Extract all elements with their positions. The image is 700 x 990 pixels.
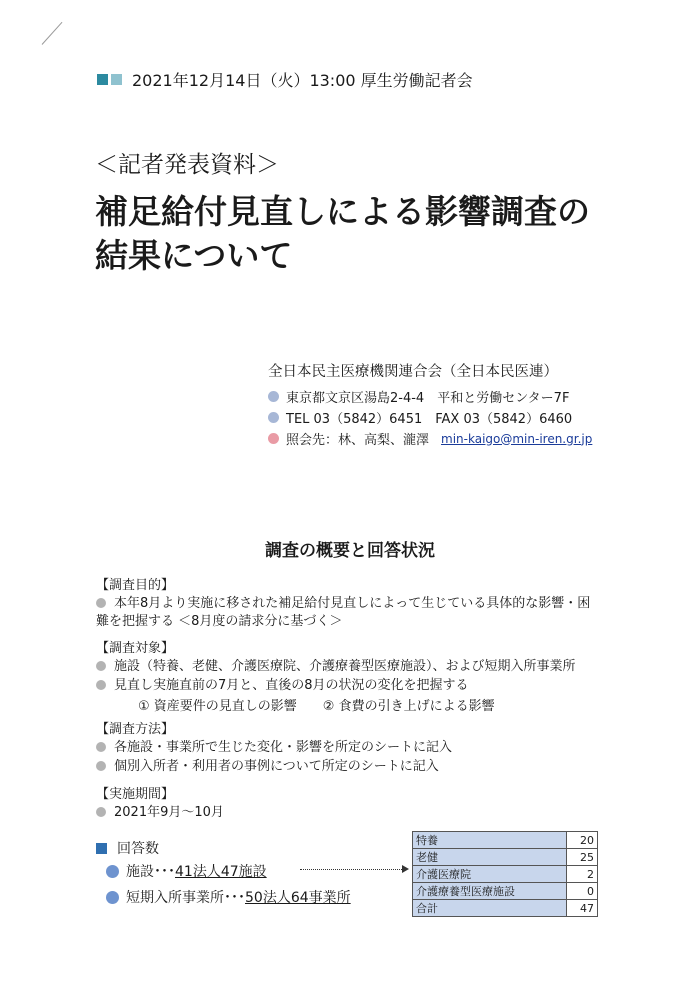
address-text: 東京都文京区湯島2-4-4 平和と労働センター7F: [286, 391, 570, 406]
bullet-dot-icon: [96, 680, 106, 690]
short-stay-responses: [106, 887, 351, 907]
square-light-icon: [111, 74, 122, 85]
table-cell-label: 介護医療院: [413, 866, 567, 883]
bullet-dot-icon: [96, 742, 106, 752]
period-item-text: 2021年9月～10月: [114, 805, 224, 820]
table-row: [413, 849, 598, 866]
title-line-1: 補足給付見直しによる影響調査の: [95, 192, 590, 231]
press-header: [97, 68, 473, 91]
table-cell-value: 47: [567, 900, 598, 917]
table-cell-label: 合計: [413, 900, 567, 917]
dotted-arrow-line: [300, 869, 404, 870]
bullet-dot-icon: [96, 761, 106, 771]
press-date-venue: 2021年12月14日（火）13:00 厚生労働記者会: [132, 71, 473, 90]
arrow-right-icon: [402, 865, 409, 873]
table-row: [413, 832, 598, 849]
short-stay-count: 50法人64事業所: [245, 890, 351, 906]
bullet-dot-icon: [268, 391, 279, 402]
bullet-dot-icon: [96, 661, 106, 671]
facility-count-table: [412, 831, 598, 917]
bullet-dot-icon: [106, 865, 119, 878]
target-item-2: [96, 677, 469, 695]
method-item-1: [96, 739, 452, 757]
scan-mark: [42, 22, 63, 45]
table-cell-value: 25: [567, 849, 598, 866]
responses-heading: [96, 838, 159, 858]
title-line-2: 結果について: [95, 236, 293, 275]
facility-responses: [106, 861, 267, 881]
contact-line: [268, 429, 592, 448]
target-item-2-text: 見直し実施直前の7月と、直後の8月の状況の変化を把握する: [114, 678, 469, 693]
target-item-1-text: 施設（特養、老健、介護医療院、介護療養型医療施設）、および短期入所事業所: [114, 659, 576, 674]
bullet-dot-icon: [268, 433, 279, 444]
document-subtitle: ＜記者発表資料＞: [95, 152, 279, 178]
organization-name: 全日本民主医療機関連合会（全日本民医連）: [268, 364, 558, 380]
method-item-1-text: 各施設・事業所で生じた変化・影響を所定のシートに記入: [114, 740, 453, 755]
responses-title: 回答数: [117, 841, 159, 857]
period-heading: 【実施期間】: [96, 787, 175, 802]
table-cell-label: 老健: [413, 849, 567, 866]
purpose-text: [96, 595, 590, 631]
overview-title: 調査の概要と回答状況: [265, 541, 435, 561]
contact-text: 照会先：林、高梨、瀧澤: [286, 433, 430, 448]
method-item-2: [96, 758, 439, 776]
facility-prefix: 施設･･･: [126, 864, 175, 880]
table-cell-value: 20: [567, 832, 598, 849]
table-cell-value: 0: [567, 883, 598, 900]
method-item-2-text: 個別入所者・利用者の事例について所定のシートに記入: [114, 759, 439, 774]
email-link[interactable]: min-kaigo@min-iren.gr.jp: [441, 431, 593, 446]
document-title: [95, 190, 590, 278]
target-heading: 【調査対象】: [96, 641, 175, 656]
table-row: [413, 900, 598, 917]
bullet-dot-icon: [268, 412, 279, 423]
table-cell-label: 介護療養型医療施設: [413, 883, 567, 900]
purpose-line-1: 本年8月より実施に移された補足給付見直しによって生じている具体的な影響・困: [114, 596, 591, 611]
method-heading: 【調査方法】: [96, 722, 175, 737]
purpose-heading: 【調査目的】: [96, 578, 175, 593]
phone-fax-text: TEL 03（5842）6451 FAX 03（5842）6460: [286, 412, 573, 427]
short-stay-prefix: 短期入所事業所･･･: [126, 890, 245, 906]
target-item-1: [96, 658, 576, 676]
address-line: [268, 387, 569, 406]
bullet-dot-icon: [96, 807, 106, 817]
table-row: [413, 866, 598, 883]
bullet-dot-icon: [96, 598, 106, 608]
period-item: [96, 804, 224, 822]
table-row: [413, 883, 598, 900]
square-blue-icon: [96, 843, 107, 854]
table-cell-value: 2: [567, 866, 598, 883]
target-sub-items: ① 資産要件の見直しの影響 ② 食費の引き上げによる影響: [138, 699, 495, 714]
bullet-dot-icon: [106, 891, 119, 904]
table-cell-label: 特養: [413, 832, 567, 849]
purpose-line-2: 難を把握する ＜8月度の請求分に基づく＞: [96, 614, 343, 629]
phone-fax-line: [268, 408, 572, 427]
facility-count: 41法人47施設: [175, 864, 267, 880]
square-dark-icon: [97, 74, 108, 85]
